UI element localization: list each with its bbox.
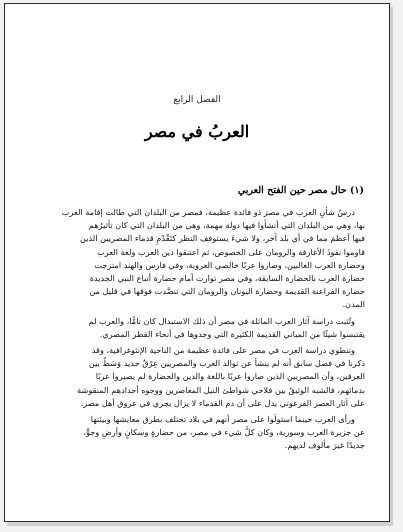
section-heading: (١) حال مصر حين الفتح العربي — [237, 185, 364, 196]
paragraph — [27, 206, 365, 312]
text-line: وتنطوي دراسة العرب في مصر على فائدة عظيمة من الناحية الإنثوغرافية، وقد — [91, 345, 355, 356]
text-line: وحضارة العرب الغالبين، وصاروا عربًا خالصي العروبة، وفي فارس والهند امتزجت — [94, 259, 365, 270]
text-line: عن جزيرة العرب وسورية، وكان كلُّ شيء في مصر، من حضارةٍ وسكانٍ وأرضٍ وجوٍّ، — [83, 427, 365, 438]
text-line: حضارة الفراعنة القديمة وحضارة اليونان والرومان التي تنضَّدت فوقها في قليل من — [89, 286, 365, 297]
text-line: بها، وهي من البلدان التي أنشأوا فيها دولة مهمة، وهي من البلدان التي كان تأثيرُهم — [88, 220, 365, 231]
text-line: العرقين، وأن المصريين الذين صاروا عربًا باللغة والدين والحضارة لم يصيروا عربًا — [95, 371, 365, 382]
text-line: يقتبسوا شيئًا من المباني القديمة الكثيرة التي وجدوها في أنحاء القطر المصري. — [99, 328, 365, 339]
paragraph — [27, 344, 365, 410]
body-text — [27, 206, 365, 456]
text-line: ذكرنا في فصل سابق أنه لم ينشأ عن توالد العرب والمصريين عِرْقٌ جديد وَسَطٌ بين — [88, 358, 365, 369]
paragraph — [27, 315, 365, 341]
chapter-title: العربُ في مصر — [144, 122, 250, 141]
text-line: ورأى العرب حينما استولَوا على مصر أنهم في بلاد تختلف بطرق معايشها وبيئتها — [90, 414, 355, 425]
chapter-label: الفصل الرابع — [173, 95, 221, 105]
text-line: فيها أعظمَ مما في أي بلد آخر، ولا شيءَ يستوقف النظر كتَقْدُمِ قدماء المصريين الذين — [79, 233, 365, 244]
text-line: على آثار العصر الفرعوني يدل على أن دم القدماء لا يزال يجري في عروق أهل مصر. — [80, 397, 365, 408]
text-line: وتُثبت دراسة آثار العرب الماثلة في مصر أن ذلك الاستبدال كان تامًّا، والعرب لم — [88, 315, 355, 326]
text-line: درسُ شأنِ العرب في مصرَ ذو فائدة عظيمة، فمصر من البلدان التي طالت إقامة العرب — [61, 207, 355, 217]
paragraph — [27, 413, 365, 453]
text-line: قاوموا نفوذَ الأغارقة والرومان على الخصوص، ثم اعتنقوا دين العرب ولغة العرب — [97, 246, 365, 257]
book-page — [4, 3, 390, 522]
text-line: حضارة العرب بالحضارة السابقة، وفي مصر توارت أمام حضارة أتباع النبي الجديدة — [89, 273, 365, 284]
text-line: المدن. — [342, 299, 365, 310]
text-line: بدمائهم، فالشبه الوثيقُ بين فلاحي شواطئ النيل المعاصرين ووجوه أجدادهم المنقوشة — [77, 384, 365, 395]
text-line: جديدًا غيرَ مألوف لديهم. — [284, 440, 365, 451]
